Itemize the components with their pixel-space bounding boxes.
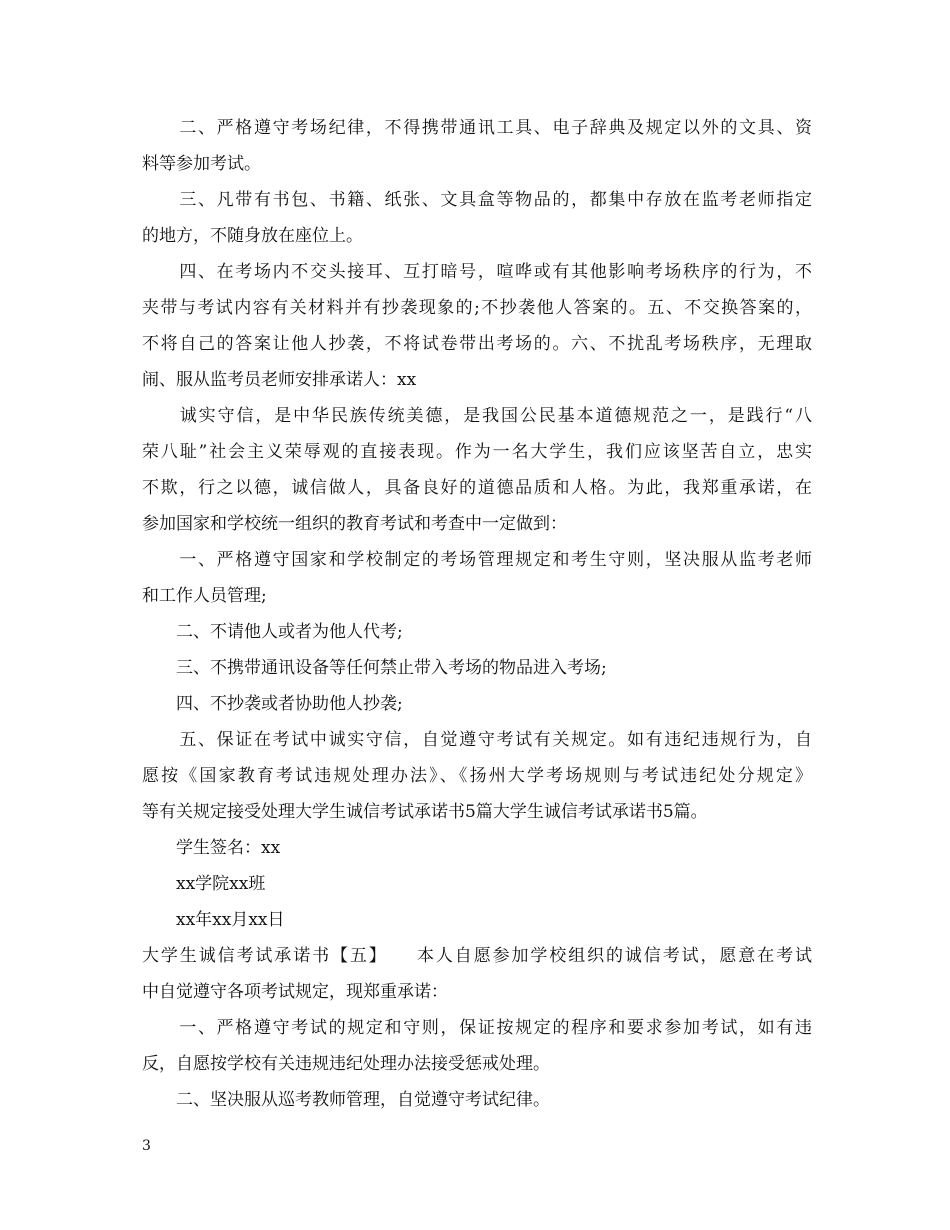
text-line: 的地方，不随身放在座位上。 [142,226,363,246]
text-line: 大学生诚信考试承诺书【五】 本人自愿参加学校组织的诚信考试，愿意在考试 [142,946,812,966]
text-line: 三、不携带通讯设备等任何禁止带入考场的物品进入考场; [142,658,607,678]
text-line: 五、保证在考试中诚实守信，自觉遵守考试有关规定。如有违纪违规行为，自 [142,730,812,750]
text-line: 料等参加考试。 [142,154,261,174]
text-line: 反，自愿按学校有关违规违纪处理办法接受惩戒处理。 [142,1054,550,1074]
text-line: xx年xx月xx日 [142,910,285,930]
text-line: 等有关规定接受处理大学生诚信考试承诺书5篇大学生诚信考试承诺书5篇。 [142,802,708,822]
text-line: 一、严格遵守国家和学校制定的考场管理规定和考生守则，坚决服从监考老师 [142,550,812,570]
text-line: 二、坚决服从巡考教师管理，自觉遵守考试纪律。 [142,1090,550,1110]
text-line: 中自觉遵守各项考试规定，现郑重承诺： [142,982,448,1002]
text-line: 不欺，行之以德，诚信做人，具备良好的道德品质和人格。为此，我郑重承诺，在 [142,478,812,498]
text-line: 愿按《国家教育考试违规处理办法》、《扬州大学考场规则与考试违纪处分规定》 [142,766,812,786]
text-line: 一、严格遵守考试的规定和守则，保证按规定的程序和要求参加考试，如有违 [142,1018,812,1038]
text-line: 荣八耻”社会主义荣辱观的直接表现。作为一名大学生，我们应该坚苦自立，忠实 [142,442,812,462]
text-line: 诚实守信，是中华民族传统美德，是我国公民基本道德规范之一，是践行“八 [142,406,812,426]
text-line: 四、不抄袭或者协助他人抄袭; [142,694,403,714]
text-line: 二、不请他人或者为他人代考; [142,622,403,642]
text-line: 三、凡带有书包、书籍、纸张、文具盒等物品的，都集中存放在监考老师指定 [142,190,812,210]
text-line: 不将自己的答案让他人抄袭，不将试卷带出考场的。六、不扰乱考场秩序，无理取 [142,334,812,354]
text-line: 学生签名：xx [142,838,281,858]
text-line: 参加国家和学校统一组织的教育考试和考查中一定做到： [142,514,567,534]
text-line: 和工作人员管理; [142,586,267,606]
page-number: 3 [142,1138,151,1154]
text-line: 四、在考场内不交头接耳、互打暗号，喧哗或有其他影响考场秩序的行为，不 [142,262,812,282]
text-line: 二、严格遵守考场纪律，不得携带通讯工具、电子辞典及规定以外的文具、资 [142,118,812,138]
text-line: xx学院xx班 [142,874,266,894]
text-line: 夹带与考试内容有关材料并有抄袭现象的;不抄袭他人答案的。五、不交换答案的， [142,298,812,318]
text-line: 闹、服从监考员老师安排承诺人：xx [142,370,417,390]
